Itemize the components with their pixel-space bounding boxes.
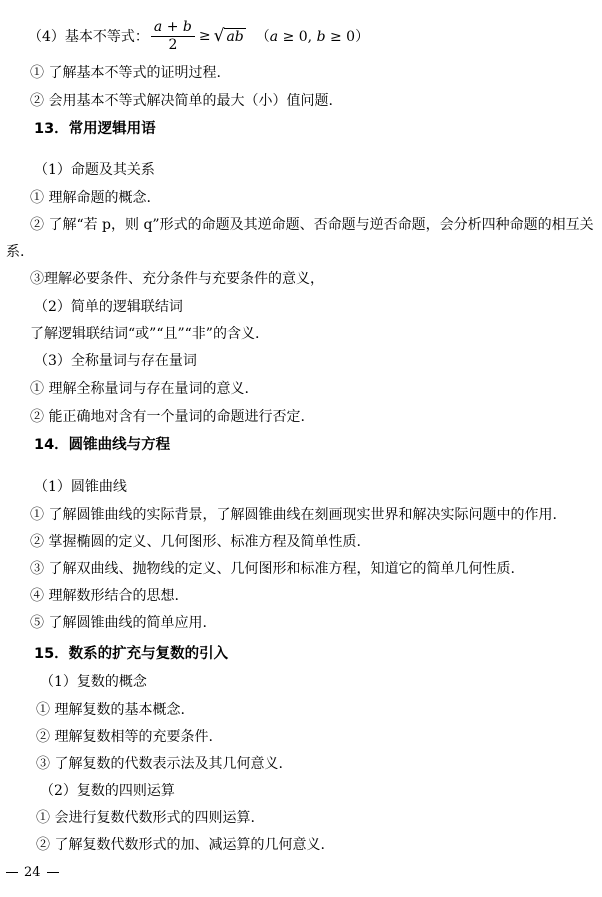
subsection-heading: （2）简单的逻辑联结词 bbox=[34, 299, 183, 315]
text-line: ① 会进行复数代数形式的四则运算. bbox=[36, 810, 255, 826]
text-line: ① 了解基本不等式的证明过程. bbox=[30, 65, 221, 81]
section-heading: 15．数系的扩充与复数的引入 bbox=[34, 646, 229, 662]
fraction-numerator: a + b bbox=[151, 19, 195, 37]
text-line: 了解逻辑联结词“或”“且”“非”的含义. bbox=[30, 326, 260, 342]
radicand: ab bbox=[226, 29, 244, 45]
text-line: ④ 理解数形结合的思想. bbox=[30, 588, 179, 604]
page-number bbox=[6, 865, 59, 880]
text-line: ② 会用基本不等式解决简单的最大（小）值问题. bbox=[30, 93, 333, 109]
text-line: ① 理解命题的概念. bbox=[30, 190, 151, 206]
page-number-value: 24 bbox=[24, 865, 41, 880]
subsection-heading: （1）命题及其关系 bbox=[34, 162, 155, 178]
basic-inequality-formula bbox=[28, 14, 369, 58]
text-line: ② 掌握椭圆的定义、几何图形、标准方程及简单性质. bbox=[30, 534, 361, 550]
condition-a: ≥ 0, bbox=[278, 29, 317, 45]
text-line: ② 了解“若 p，则 q”形式的命题及其逆命题、否命题与逆否命题，会分析四种命题的相互关 bbox=[30, 217, 594, 233]
page-number-dash-right bbox=[47, 872, 59, 873]
section-heading: 13．常用逻辑用语 bbox=[34, 121, 156, 137]
subsection-heading: （1）圆锥曲线 bbox=[34, 479, 127, 495]
text-line: ③ 了解双曲线、抛物线的定义、几何图形和标准方程，知道它的简单几何性质. bbox=[30, 561, 515, 577]
radical-sign: √ bbox=[213, 26, 225, 46]
square-root bbox=[214, 27, 246, 45]
text-line: 系. bbox=[6, 244, 25, 260]
condition-b: ≥ 0 bbox=[325, 29, 356, 45]
condition-close: ） bbox=[355, 29, 370, 45]
formula-label: （4）基本不等式： bbox=[28, 29, 149, 45]
text-line: ② 了解复数代数形式的加、减运算的几何意义. bbox=[36, 837, 325, 853]
text-line: ② 能正确地对含有一个量词的命题进行否定. bbox=[30, 409, 305, 425]
relation-symbol: ≥ bbox=[198, 28, 211, 44]
page-number-dash-left bbox=[6, 872, 18, 873]
text-line: ① 理解全称量词与存在量词的意义. bbox=[30, 381, 249, 397]
text-line: ① 理解复数的基本概念. bbox=[36, 702, 185, 718]
subsection-heading: （2）复数的四则运算 bbox=[40, 783, 175, 799]
subsection-heading: （3）全称量词与存在量词 bbox=[34, 353, 197, 369]
subsection-heading: （1）复数的概念 bbox=[40, 674, 147, 690]
fraction-denominator: 2 bbox=[168, 36, 178, 53]
section-heading: 14．圆锥曲线与方程 bbox=[34, 437, 171, 453]
text-line: ③理解必要条件、充分条件与充要条件的意义， bbox=[30, 271, 324, 287]
text-line: ⑤ 了解圆锥曲线的简单应用. bbox=[30, 615, 207, 631]
condition-var-b: b bbox=[316, 29, 326, 45]
condition-var-a: a bbox=[269, 29, 279, 45]
text-line: ② 理解复数相等的充要条件. bbox=[36, 729, 213, 745]
text-line: ① 了解圆锥曲线的实际背景，了解圆锥曲线在刻画现实世界和解决实际问题中的作用. bbox=[30, 507, 557, 523]
fraction bbox=[151, 19, 195, 54]
condition-open: （ bbox=[255, 29, 270, 45]
text-line: ③ 了解复数的代数表示法及其几何意义. bbox=[36, 756, 283, 772]
formula-condition bbox=[256, 26, 369, 46]
